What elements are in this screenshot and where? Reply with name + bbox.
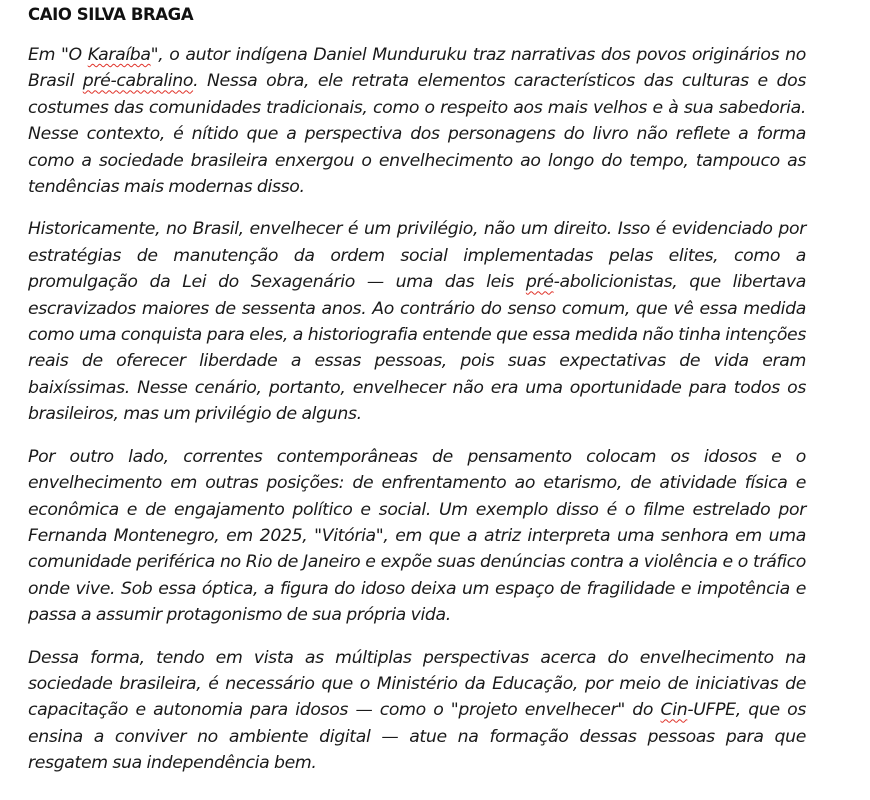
essay-paragraph-1 xyxy=(28,42,806,200)
paragraph-text: -UFPE, que os ensina a conviver no ambiente digital — atue na formação dessas pessoas para que resgatem sua independência bem. xyxy=(28,700,806,774)
spellcheck-flagged-word[interactable]: pré xyxy=(525,272,554,293)
paragraph-text: Dessa forma, tendo em vista as múltiplas perspectivas acerca do envelhecimento na sociedade brasileira, é necessário que o Ministério da Educação, por meio de iniciativas de capacitação e autonomia para idosos — como o "projeto envelhecer" do xyxy=(28,647,806,721)
paragraph-text: -abolicionistas, que libertava escravizados maiores de sessenta anos. Ao contrário do senso comum, que vê essa medida como uma conquista para eles, a historiografia entende que essa medida não tinha intenções reais de oferecer liberdade a essas pessoas, pois suas expectativas de vida eram baixíssimas. Nesse cenário, portanto, envelhecer não era uma oportunidade para todos os brasileiros, mas um privilégio de alguns. xyxy=(28,272,806,425)
essay-paragraph-2 xyxy=(28,216,806,427)
document-body[interactable] xyxy=(28,4,806,793)
paragraph-text: Por outro lado, correntes contemporâneas de pensamento colocam os idosos e o envelhecimento em outras posições: de enfrentamento ao etarismo, de atividade física e econômica e de engajamento político e social. Um exemplo disso é o filme estrelado por Fernanda Montenegro, em 2025, "Vitória", em que a atriz interpreta uma senhora em uma comunidade periférica no Rio de Janeiro e expõe suas denúncias contra a violência e o tráfico onde vive. Sob essa óptica, a figura do idoso deixa um espaço de fragilidade e impotência e passa a assumir protagonismo de sua própria vida. xyxy=(28,446,806,626)
paragraph-text: Historicamente, no Brasil, envelhecer é um privilégio, não um direito. Isso é evidenciado por estratégias de manutenção da ordem social implementadas pelas elites, como a promulgação da Lei do Sexagenário — uma das leis xyxy=(28,219,806,293)
essay-paragraph-4 xyxy=(28,645,806,777)
paragraph-text: ", o autor indígena Daniel Munduruku traz narrativas dos povos originários no Brasil xyxy=(28,45,806,92)
essay-body xyxy=(28,42,806,777)
paragraph-text: . Nessa obra, ele retrata elementos característicos das culturas e dos costumes das comunidades tradicionais, como o respeito aos mais velhos e à sua sabedoria. Nesse contexto, é nítido que a perspectiva dos personagens do livro não reflete a forma como a sociedade brasileira enxergou o envelhecimento ao longo do tempo, tampouco as tendências mais modernas disso. xyxy=(28,71,806,198)
spellcheck-flagged-word[interactable]: pré-cabralino xyxy=(82,71,194,92)
author-name: CAIO SILVA BRAGA xyxy=(28,5,194,24)
spellcheck-flagged-word[interactable]: Cin xyxy=(660,700,688,721)
essay-paragraph-3 xyxy=(28,444,806,629)
spellcheck-flagged-word[interactable]: Karaíba xyxy=(87,45,151,65)
paragraph-text: Em "O xyxy=(28,45,88,65)
